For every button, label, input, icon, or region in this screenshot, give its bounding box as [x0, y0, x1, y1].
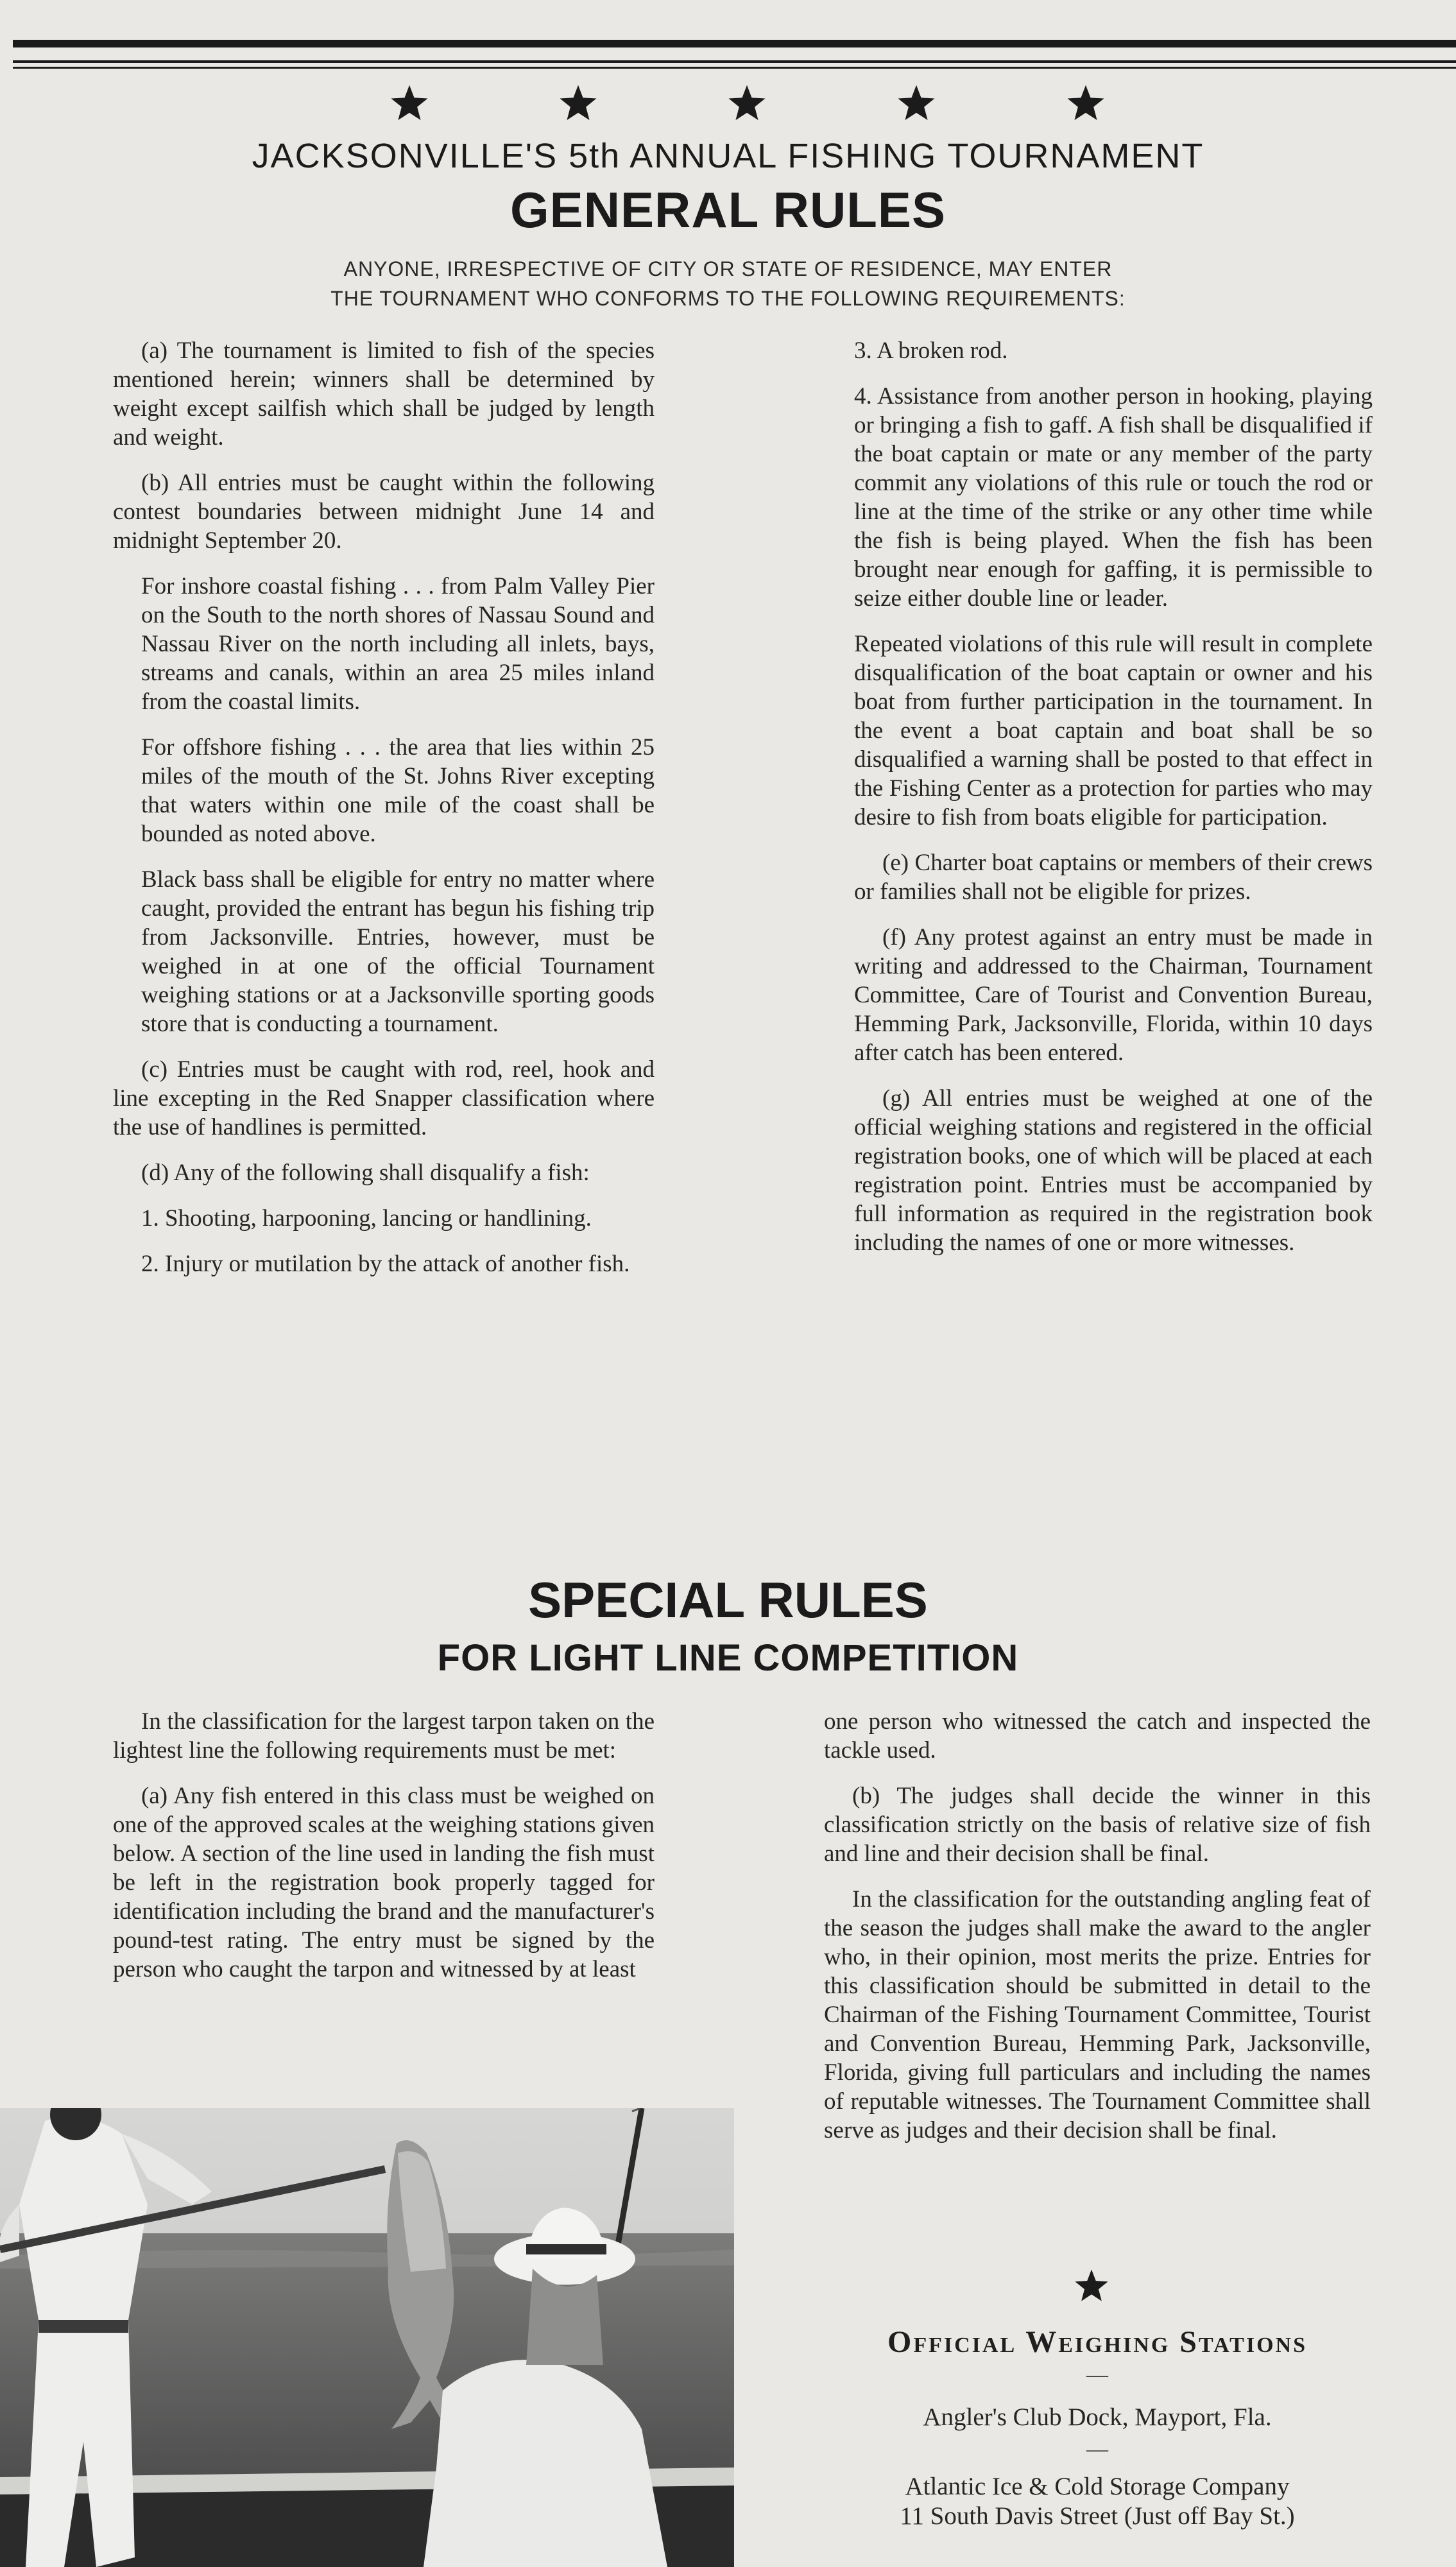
special-rule-b: (b) The judges shall decide the winner in this classification strictly on the basis of relative size of fish and line and their decision shall be final.	[824, 1783, 1371, 1867]
star-icon	[1074, 2268, 1109, 2304]
rule-d-4: 4. Assistance from another person in hooking, playing or bringing a fish to gaff. A fish shall be disqualified if the boat captain or mate or any member of the party commit any violations of this rule or touch the rod or line at the time of the strike or any other time while the fish is being played. When the fish has been brought near enough for gaffing, it is permissible to seize either double line or leader.	[854, 383, 1373, 612]
star-icon	[390, 83, 429, 123]
weighing-stations-title: Official Weighing Stations	[887, 2325, 1307, 2359]
star-icon	[727, 83, 767, 123]
weighing-stations-dash: —	[1086, 2363, 1108, 2387]
weighing-station-2-address: 11 South Davis Street (Just off Bay St.)	[900, 2502, 1295, 2530]
rule-b-offshore: For offshore fishing . . . the area that lies within 25 miles of the mouth of the St. Johns River excepting that waters within one mile of the coast shall be bounded as noted above.	[141, 734, 655, 847]
header-rule-thick	[13, 40, 1456, 47]
special-rule-a-cont: one person who witnessed the catch and inspected the tackle used.	[824, 1708, 1371, 1764]
special-intro: In the classification for the largest tarpon taken on the lightest line the following requirements must be met:	[113, 1708, 655, 1764]
special-rules-left-column	[113, 1707, 655, 2000]
special-rules-right-column	[824, 1707, 1371, 2161]
star-icon	[896, 83, 936, 123]
rule-f: (f) Any protest against an entry must be made in writing and addressed to the Chairman, Tournament Committee, Care of Tourist and Convention Bureau, Hemming Park, Jacksonville, Florida, within 10 days after catch has been entered.	[854, 924, 1373, 1066]
rule-c: (c) Entries must be caught with rod, reel, hook and line excepting in the Red Snapper classification where the use of handlines is permitted.	[113, 1056, 655, 1140]
weighing-station-2-name: Atlantic Ice & Cold Storage Company	[905, 2473, 1290, 2500]
eligibility-line-1: ANYONE, IRRESPECTIVE OF CITY OR STATE OF RESIDENCE, MAY ENTER	[343, 257, 1113, 280]
header-rule-thin-lower	[13, 67, 1456, 69]
rule-e: (e) Charter boat captains or members of their crews or families shall not be eligible for prizes.	[854, 850, 1373, 905]
outstanding-feat-rule: In the classification for the outstanding angling feat of the season the judges shall make the award to the angler who, in their opinion, most merits the prize. Entries for this classification should be submitted in detail to the Chairman of the Fishing Tournament Committee, Tourist and Convention Bureau, Hemming Park, Jacksonville, Florida, giving full particulars and including the names of reputable witnesses. The Tournament Committee shall serve as judges and their decision shall be final.	[824, 1886, 1371, 2143]
rule-a: (a) The tournament is limited to fish of the species mentioned herein; winners shall be determined by weight except sailfish which shall be judged by length and weight.	[113, 338, 655, 451]
eligibility-line-2: THE TOURNAMENT WHO CONFORMS TO THE FOLLOWING REQUIREMENTS:	[330, 287, 1126, 310]
weighing-stations-dash-2: —	[1086, 2437, 1108, 2461]
rule-b: (b) All entries must be caught within the following contest boundaries between midnight June 14 and midnight September 20.	[113, 470, 655, 554]
fishing-photo	[0, 2108, 734, 2567]
general-rules-right-column	[854, 336, 1373, 1274]
rule-g: (g) All entries must be weighed at one of the official weighing stations and registered in the official registration books, one of which will be placed at each registration point. Entries must be accompanied by full information as required in the registration book including the names of one or more witnesses.	[854, 1085, 1373, 1256]
light-line-subheading: FOR LIGHT LINE COMPETITION	[437, 1637, 1019, 1679]
star-icon	[558, 83, 598, 123]
header-stars	[0, 78, 1456, 130]
rule-d-repeated-violations: Repeated violations of this rule will result in complete disqualification of the boat captain or owner and his boat from further participation in the tournament. In the event a boat captain and boat shall be so disqualified a warning shall be posted to that effect in the Fishing Center as a protection for parties who may desire to fish from boats eligible for participation.	[854, 631, 1373, 830]
general-rules-heading: GENERAL RULES	[510, 182, 946, 238]
rule-d: (d) Any of the following shall disqualify a fish:	[141, 1160, 590, 1186]
star-icon	[1066, 83, 1106, 123]
weighing-station-1: Angler's Club Dock, Mayport, Fla.	[923, 2403, 1272, 2431]
eligibility-statement	[0, 254, 1456, 313]
special-rules-heading: SPECIAL RULES	[528, 1572, 928, 1628]
header-rule-thin	[13, 60, 1456, 63]
general-rules-left-column	[113, 336, 655, 1295]
rule-b-inshore: For inshore coastal fishing . . . from Palm Valley Pier on the South to the north shores of Nassau Sound and Nassau River on the north including all inlets, bays, streams and canals, within an area 25 miles inland from the coastal limits.	[141, 573, 655, 715]
rule-d-1: 1. Shooting, harpooning, lancing or handlining.	[141, 1205, 592, 1232]
rule-d-3: 3. A broken rod.	[854, 338, 1008, 364]
special-rule-a: (a) Any fish entered in this class must be weighed on one of the approved scales at the weighing stations given below. A section of the line used in landing the fish must be left in the registration book properly tagged for identification including the brand and the manufacturer's pound-test rating. The entry must be signed by the person who caught the tarpon and witnessed by at least	[113, 1783, 655, 1982]
tournament-title: JACKSONVILLE'S 5th ANNUAL FISHING TOURNAMENT	[252, 137, 1204, 175]
rule-d-2: 2. Injury or mutilation by the attack of another fish.	[141, 1251, 630, 1277]
rule-b-black-bass: Black bass shall be eligible for entry no matter where caught, provided the entrant has begun his fishing trip from Jacksonville. Entries, however, must be weighed in at one of the official Tournament weighing stations or at a Jacksonville sporting goods store that is conducting a tournament.	[141, 866, 655, 1037]
